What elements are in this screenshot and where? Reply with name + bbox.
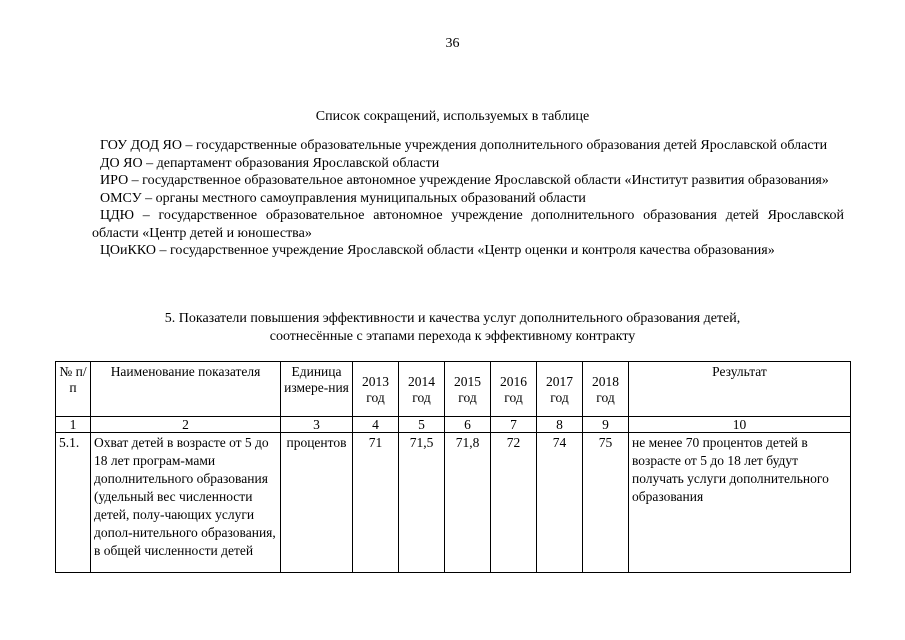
section-title-line2: соотнесённые с этапами перехода к эффективному контракту [269,328,636,344]
abbreviation-item: ИРО – государственное образовательное автономное учреждение Ярославской области «Институт развития образования» [100,173,829,188]
column-number: 10 [629,417,851,433]
table-header-row [56,362,851,417]
header-2018: 2018 год [583,362,629,417]
abbreviation-item: ДО ЯО – департамент образования Ярославской области [100,155,440,171]
page-number: 36 [445,36,460,51]
row-value-2018: 75 [583,433,629,573]
header-name: Наименование показателя [91,362,281,417]
table-row [56,433,851,573]
section-title-line1: 5. Показатели повышения эффективности и качества услуг дополнительного образования детей, [164,311,741,326]
header-unit: Единица измере-ния [281,362,353,417]
header-2013: 2013 год [353,362,399,417]
column-number: 2 [91,417,281,433]
column-number: 6 [445,417,491,433]
column-number: 5 [399,417,445,433]
column-number: 3 [281,417,353,433]
abbreviation-item: ЦДЮ – государственное образовательное автономное учреждение дополнительного образования детей Ярославской области «Центр детей и юношества» [92,208,844,241]
row-value-2013: 71 [353,433,399,573]
column-number: 7 [491,417,537,433]
indicators-table [55,361,851,573]
column-number: 8 [537,417,583,433]
header-2014: 2014 год [399,362,445,417]
abbreviation-item: ГОУ ДОД ЯО – государственные образовательные учреждения дополнительного образования детей Ярославской области [100,138,828,153]
row-value-2015: 71,8 [445,433,491,573]
header-num: № п/п [56,362,91,417]
header-result: Результат [629,362,851,417]
header-2015: 2015 год [445,362,491,417]
abbreviation-item: ЦОиККО – государственное учреждение Ярославской области «Центр оценки и контроля качества образования» [100,243,775,258]
column-number: 4 [353,417,399,433]
row-unit: процентов [281,433,353,573]
column-numbers-row [56,417,851,433]
row-num: 5.1. [56,433,91,573]
abbreviations-list [92,137,844,260]
header-2017: 2017 год [537,362,583,417]
section-title [0,310,905,345]
header-2016: 2016 год [491,362,537,417]
row-value-2014: 71,5 [399,433,445,573]
abbreviations-title: Список сокращений, используемых в таблице [315,109,590,124]
column-number: 9 [583,417,629,433]
row-value-2016: 72 [491,433,537,573]
row-value-2017: 74 [537,433,583,573]
abbreviation-item: ОМСУ – органы местного самоуправления муниципальных образований области [100,190,586,206]
row-indicator-name: Охват детей в возрасте от 5 до 18 лет програм-мами дополнительного образования (удельный вес численности детей, полу-чающих услуги допол-нительного образования, в общей численности детей [91,433,281,573]
column-number: 1 [56,417,91,433]
row-result: не менее 70 процентов детей в возрасте от 5 до 18 лет будут получать услуги дополнительного образования [629,433,851,573]
